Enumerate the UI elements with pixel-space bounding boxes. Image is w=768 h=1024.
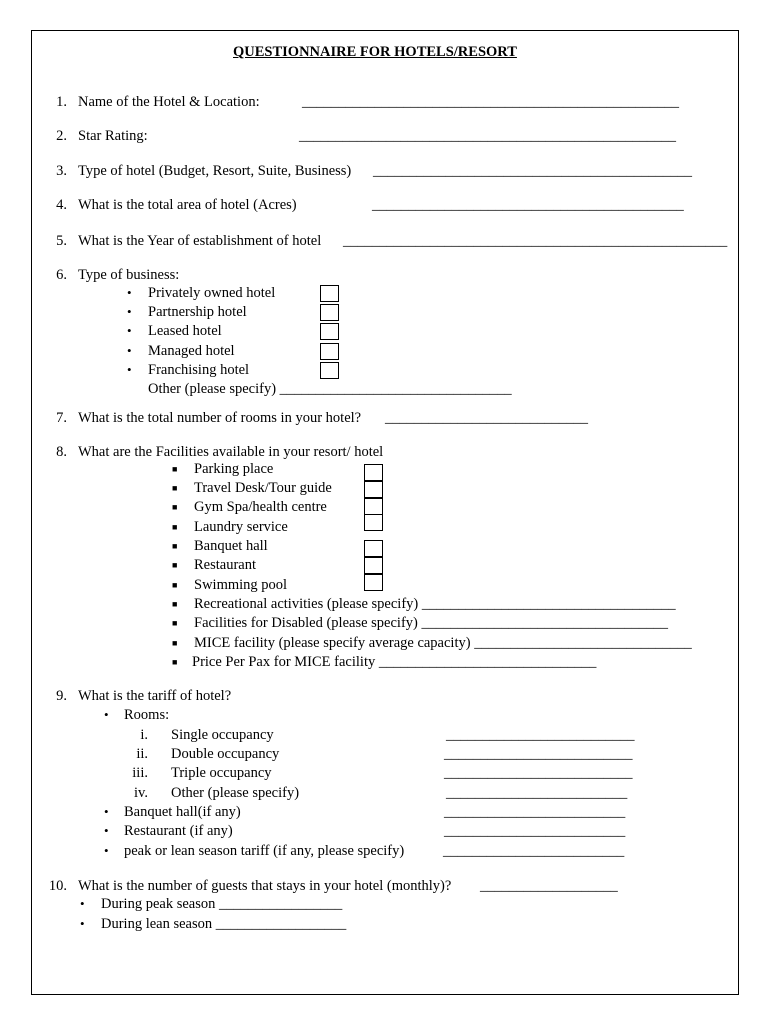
facility-checkbox[interactable] [364, 557, 383, 574]
square-bullet: ■ [172, 483, 178, 493]
tariff-other-label: Banquet hall(if any) [124, 804, 241, 820]
tariff-room-label: Double occupancy [171, 746, 280, 762]
facility-specify-field[interactable]: Recreational activities (please specify) ___________________________________ [194, 596, 676, 612]
question-number: 9. [56, 688, 67, 704]
page-title: QUESTIONNAIRE FOR HOTELS/RESORT [233, 44, 517, 60]
question-number: 10. [48, 878, 67, 894]
facility-label: Parking place [194, 461, 274, 477]
facility-label: Banquet hall [194, 538, 268, 554]
bullet: • [104, 804, 109, 819]
tariff-room-label: Triple occupancy [171, 765, 272, 781]
square-bullet: ■ [172, 638, 178, 648]
answer-blank[interactable]: ___________________________________________ [372, 197, 684, 213]
square-bullet: ■ [172, 560, 178, 570]
square-bullet: ■ [172, 657, 178, 667]
question-number: 5. [56, 233, 67, 249]
question-text: Star Rating: [78, 128, 148, 144]
square-bullet: ■ [172, 502, 178, 512]
tariff-room-label: Single occupancy [171, 727, 274, 743]
question-number: 7. [56, 410, 67, 426]
question-text: What is the total area of hotel (Acres) [78, 197, 297, 213]
facility-checkbox[interactable] [364, 464, 383, 481]
bullet: • [80, 896, 85, 911]
question-text: Name of the Hotel & Location: [78, 94, 260, 110]
bullet: • [127, 323, 132, 338]
answer-blank[interactable]: _____________________________________________________ [343, 233, 728, 249]
square-bullet: ■ [172, 464, 178, 474]
bullet: • [127, 285, 132, 300]
square-bullet: ■ [172, 599, 178, 609]
facility-specify-field[interactable]: Price Per Pax for MICE facility ______________________________ [192, 654, 597, 670]
question-number: 3. [56, 163, 67, 179]
facility-label: Gym Spa/health centre [194, 499, 327, 515]
answer-blank[interactable]: _________________________ [446, 785, 628, 801]
business-type-label: Partnership hotel [148, 304, 247, 320]
guests-season-field[interactable]: During lean season __________________ [101, 916, 347, 932]
bullet: • [127, 362, 132, 377]
answer-blank[interactable]: __________________________ [444, 746, 633, 762]
square-bullet: ■ [172, 522, 178, 532]
answer-blank[interactable]: __________________________ [446, 727, 635, 743]
tariff-other-label: Restaurant (if any) [124, 823, 233, 839]
facility-checkbox[interactable] [364, 540, 383, 557]
answer-blank[interactable]: _________________________ [443, 843, 625, 859]
question-number: 1. [56, 94, 67, 110]
bullet: • [104, 843, 109, 858]
bullet: • [127, 343, 132, 358]
facility-label: Restaurant [194, 557, 257, 573]
facility-specify-field[interactable]: Facilities for Disabled (please specify) __________________________________ [194, 615, 668, 631]
tariff-rooms-label: Rooms: [124, 707, 170, 723]
bullet: • [127, 304, 132, 319]
question-number: 8. [56, 444, 67, 460]
answer-blank[interactable]: ___________________ [480, 878, 618, 894]
bullet: • [104, 823, 109, 838]
question-text: What is the total number of rooms in your hotel? [78, 410, 362, 426]
guests-season-field[interactable]: During peak season _________________ [101, 896, 343, 912]
tariff-room-label: Other (please specify) [171, 785, 300, 801]
answer-blank[interactable]: __________________________ [444, 765, 633, 781]
facility-checkbox[interactable] [364, 498, 383, 515]
answer-blank[interactable]: ____________________________________________________ [302, 94, 679, 110]
answer-blank[interactable]: _________________________ [444, 804, 626, 820]
business-type-label: Privately owned hotel [148, 285, 276, 301]
business-type-checkbox[interactable] [320, 362, 339, 379]
facility-label: Laundry service [194, 519, 288, 535]
square-bullet: ■ [172, 618, 178, 628]
answer-blank[interactable]: ____________________________________________ [373, 163, 692, 179]
facility-label: Swimming pool [194, 577, 288, 593]
business-type-checkbox[interactable] [320, 304, 339, 321]
facility-checkbox[interactable] [364, 514, 383, 531]
business-type-label: Managed hotel [148, 343, 235, 359]
business-type-label: Franchising hotel [148, 362, 250, 378]
square-bullet: ■ [172, 580, 178, 590]
bullet: • [104, 707, 109, 722]
question-text: What is the Year of establishment of hotel [78, 233, 322, 249]
business-type-checkbox[interactable] [320, 285, 339, 302]
square-bullet: ■ [172, 541, 178, 551]
facility-specify-field[interactable]: MICE facility (please specify average capacity) ______________________________ [194, 635, 692, 651]
question-text: What are the Facilities available in your resort/ hotel [78, 444, 384, 460]
business-other-field[interactable]: Other (please specify) ________________________________ [148, 381, 512, 397]
roman-numeral: i. [140, 727, 148, 743]
facility-checkbox[interactable] [364, 481, 383, 498]
answer-blank[interactable]: _________________________ [444, 823, 626, 839]
roman-numeral: ii. [136, 746, 148, 762]
bullet: • [80, 916, 85, 931]
facility-checkbox[interactable] [364, 574, 383, 591]
answer-blank[interactable]: ____________________________ [385, 410, 588, 426]
question-text: What is the tariff of hotel? [78, 688, 232, 704]
question-text: Type of business: [78, 267, 180, 283]
roman-numeral: iii. [132, 765, 148, 781]
answer-blank[interactable]: ____________________________________________________ [299, 128, 676, 144]
business-type-label: Leased hotel [148, 323, 222, 339]
question-number: 6. [56, 267, 67, 283]
question-number: 4. [56, 197, 67, 213]
business-type-checkbox[interactable] [320, 343, 339, 360]
business-type-checkbox[interactable] [320, 323, 339, 340]
tariff-other-label: peak or lean season tariff (if any, please specify) [124, 843, 405, 859]
question-number: 2. [56, 128, 67, 144]
question-text: What is the number of guests that stays in your hotel (monthly)? [78, 878, 452, 894]
roman-numeral: iv. [134, 785, 148, 801]
facility-label: Travel Desk/Tour guide [194, 480, 332, 496]
question-text: Type of hotel (Budget, Resort, Suite, Business) [78, 163, 352, 179]
